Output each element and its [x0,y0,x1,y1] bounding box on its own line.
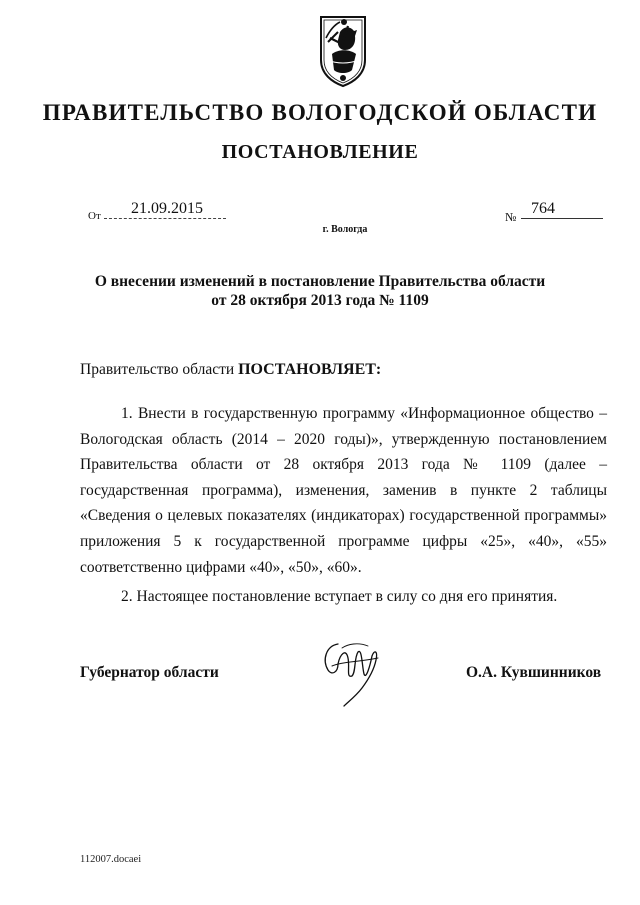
coat-of-arms-emblem [318,14,368,88]
file-code: 112007.docaei [80,854,142,865]
resolution-statement [80,361,381,379]
resolution-keyword: ПОСТАНОВЛЯЕТ: [238,361,382,378]
document-title-line-1: О внесении изменений в постановление Правительства области [94,273,546,290]
document-type-heading: ПОСТАНОВЛЕНИЕ [221,141,419,163]
paragraph-1: 1. Внести в государственную программу «Информационное общество – Вологодская область (2014 – 2020 годы)», утвержденную постановлением Правительства области от 28 октября 2013 года № 1109 (далее – государственная программа), изменения, заменив в пункте 2 таблицы «Сведения о целевых показателях (индикаторах) государственной программы» приложения 5 к государственной программе цифры «25», «40», «55» соответственно цифрами «40», «50», «60». [80,405,607,576]
signatory-position: Губернатор области [80,664,219,681]
government-name-heading: ПРАВИТЕЛЬСТВО ВОЛОГОДСКОЙ ОБЛАСТИ [42,100,598,125]
document-number: 764 [521,200,603,219]
number-label: № [505,210,517,224]
document-title-line-2: от 28 октября 2013 года № 1109 [211,292,429,309]
city-name: г. Вологда [322,224,368,235]
document-date: 21.09.2015 [104,200,226,219]
resolution-prefix: Правительство области [80,361,239,378]
paragraph-2: 2. Настоящее постановление вступает в силу со дня его принятия. [121,588,558,605]
handwritten-signature [318,636,386,708]
signatory-name: О.А. Кувшинников [466,664,602,681]
date-label: От [88,210,101,222]
